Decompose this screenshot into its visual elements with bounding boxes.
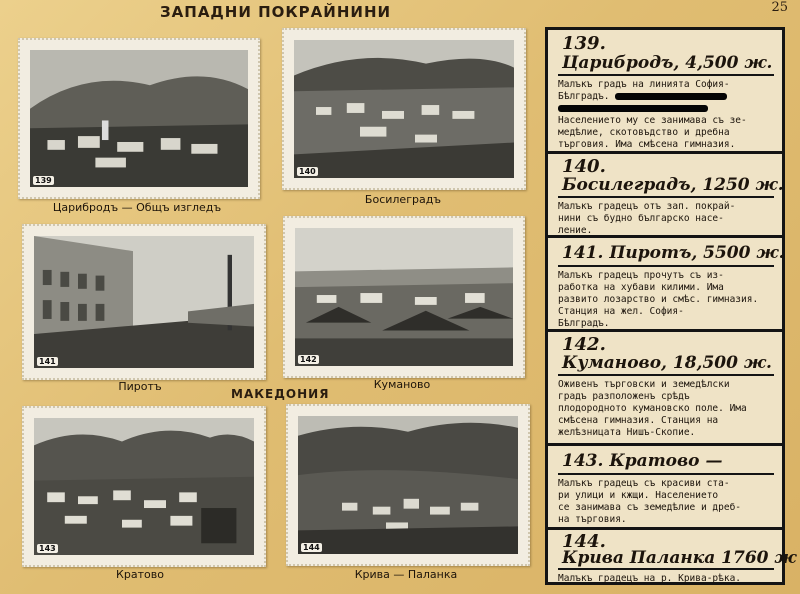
entry-title: Босилеградъ, 1250 ж. (562, 175, 784, 195)
entry-141 (548, 238, 785, 332)
body-line: желѣзницата Нишъ-Скопие. (558, 427, 696, 438)
description-column (545, 27, 797, 585)
entry-title: 141. Пиротъ, 5500 ж. (562, 243, 785, 263)
redaction-mark (615, 93, 727, 100)
stamp-number: 144 (303, 543, 320, 552)
entry-142 (548, 332, 782, 446)
stamp-number: 140 (299, 167, 316, 176)
body-line: Малъкъ градецъ прочутъ съ из- (558, 270, 724, 281)
body-line: ление. (558, 225, 593, 236)
body-line: ри улици и кжщи. Населението (558, 490, 719, 501)
section-label: МАКЕДОНИЯ (231, 387, 330, 401)
body-line: развито лозарство и смѣс. гимназия. (558, 294, 759, 305)
entry-140 (548, 154, 782, 238)
body-line: Малъкъ градецъ на р. Крива-рѣка. (558, 573, 742, 584)
stamp-143 (22, 406, 266, 567)
entry-144 (548, 530, 797, 584)
stamp-photo-143 (34, 418, 254, 555)
body-line: работка на хубави килими. Има (558, 282, 724, 293)
page-number: 25 (771, 0, 788, 15)
body-line: на търговия. (558, 514, 627, 525)
redaction-mark (558, 105, 708, 112)
stamp-photo-144 (298, 416, 518, 554)
entry-title: Куманово, 18,500 ж. (562, 353, 772, 373)
body-line: смѣсена гимназия. Станция на (558, 415, 719, 426)
caption-141: Пиротъ (118, 380, 162, 393)
body-line: медѣлие, скотовъдство и дребна (558, 127, 730, 138)
stamp-139 (18, 38, 260, 199)
body-line: Населението му се занимава съ зе- (558, 103, 774, 127)
entry-body (558, 74, 774, 151)
stamp-number: 143 (39, 544, 56, 553)
body-line: търговия. Има смѣсена гимназия. (558, 139, 736, 150)
entry-number: 139. (562, 33, 606, 54)
caption-142: Куманово (373, 378, 431, 391)
entry-number: 140. (562, 156, 606, 177)
entry-number: 142. (562, 334, 606, 355)
stamp-photo-142 (295, 228, 513, 366)
entry-143 (548, 446, 782, 530)
caption-139: Царибродъ — Общъ изгледъ (52, 201, 222, 214)
entry-body (558, 568, 774, 585)
body-line: Малъкъ градецъ съ красиви ста- (558, 478, 730, 489)
caption-144: Крива — Паланка (354, 568, 458, 581)
page-header: ЗАПАДНИ ПОКРАЙНИНИ (160, 3, 392, 21)
body-line: Малъкъ градъ на линията София- (558, 79, 730, 90)
stamp-142 (283, 216, 525, 378)
entry-body (558, 473, 774, 526)
body-line: Бѣлградъ. (558, 318, 610, 329)
entry-body (558, 265, 774, 330)
body-line: нини съ будно българско насе- (558, 213, 724, 224)
stamp-141 (22, 224, 266, 380)
stamp-photo-140 (294, 40, 514, 178)
entry-body (558, 374, 774, 439)
stamp-photo-139 (30, 50, 248, 187)
body-line: Оживенъ търговски и земедѣлски (558, 379, 730, 390)
entry-title: Крива Паланка 1760 ж (562, 548, 797, 568)
body-line: се занимава съ земедѣлие и дреб- (558, 502, 742, 513)
entry-title: 143. Кратово — (562, 451, 723, 471)
body-line: Малъкъ градецъ отъ зап. покрай- (558, 201, 736, 212)
entry-title: Царибродъ, 4,500 ж. (562, 53, 773, 73)
caption-140: Босилеградъ (364, 193, 442, 206)
body-line: градъ разположенъ срѣдъ (558, 391, 690, 402)
caption-143: Кратово (116, 568, 164, 581)
stamp-number: 142 (300, 355, 317, 364)
entry-139 (548, 30, 782, 154)
stamp-144 (286, 404, 530, 566)
entry-body (558, 196, 774, 237)
entry-number: 144. (562, 531, 606, 552)
body-line: плодородното кумановско поле. Има (558, 403, 747, 414)
stamp-number: 141 (39, 357, 56, 366)
body-line: Станция на жел. София- (558, 306, 684, 317)
stamp-number: 139 (35, 176, 52, 185)
body-line: Бѣлградъ. (558, 91, 774, 103)
stamp-140 (282, 28, 526, 190)
stamp-photo-141 (34, 236, 254, 368)
